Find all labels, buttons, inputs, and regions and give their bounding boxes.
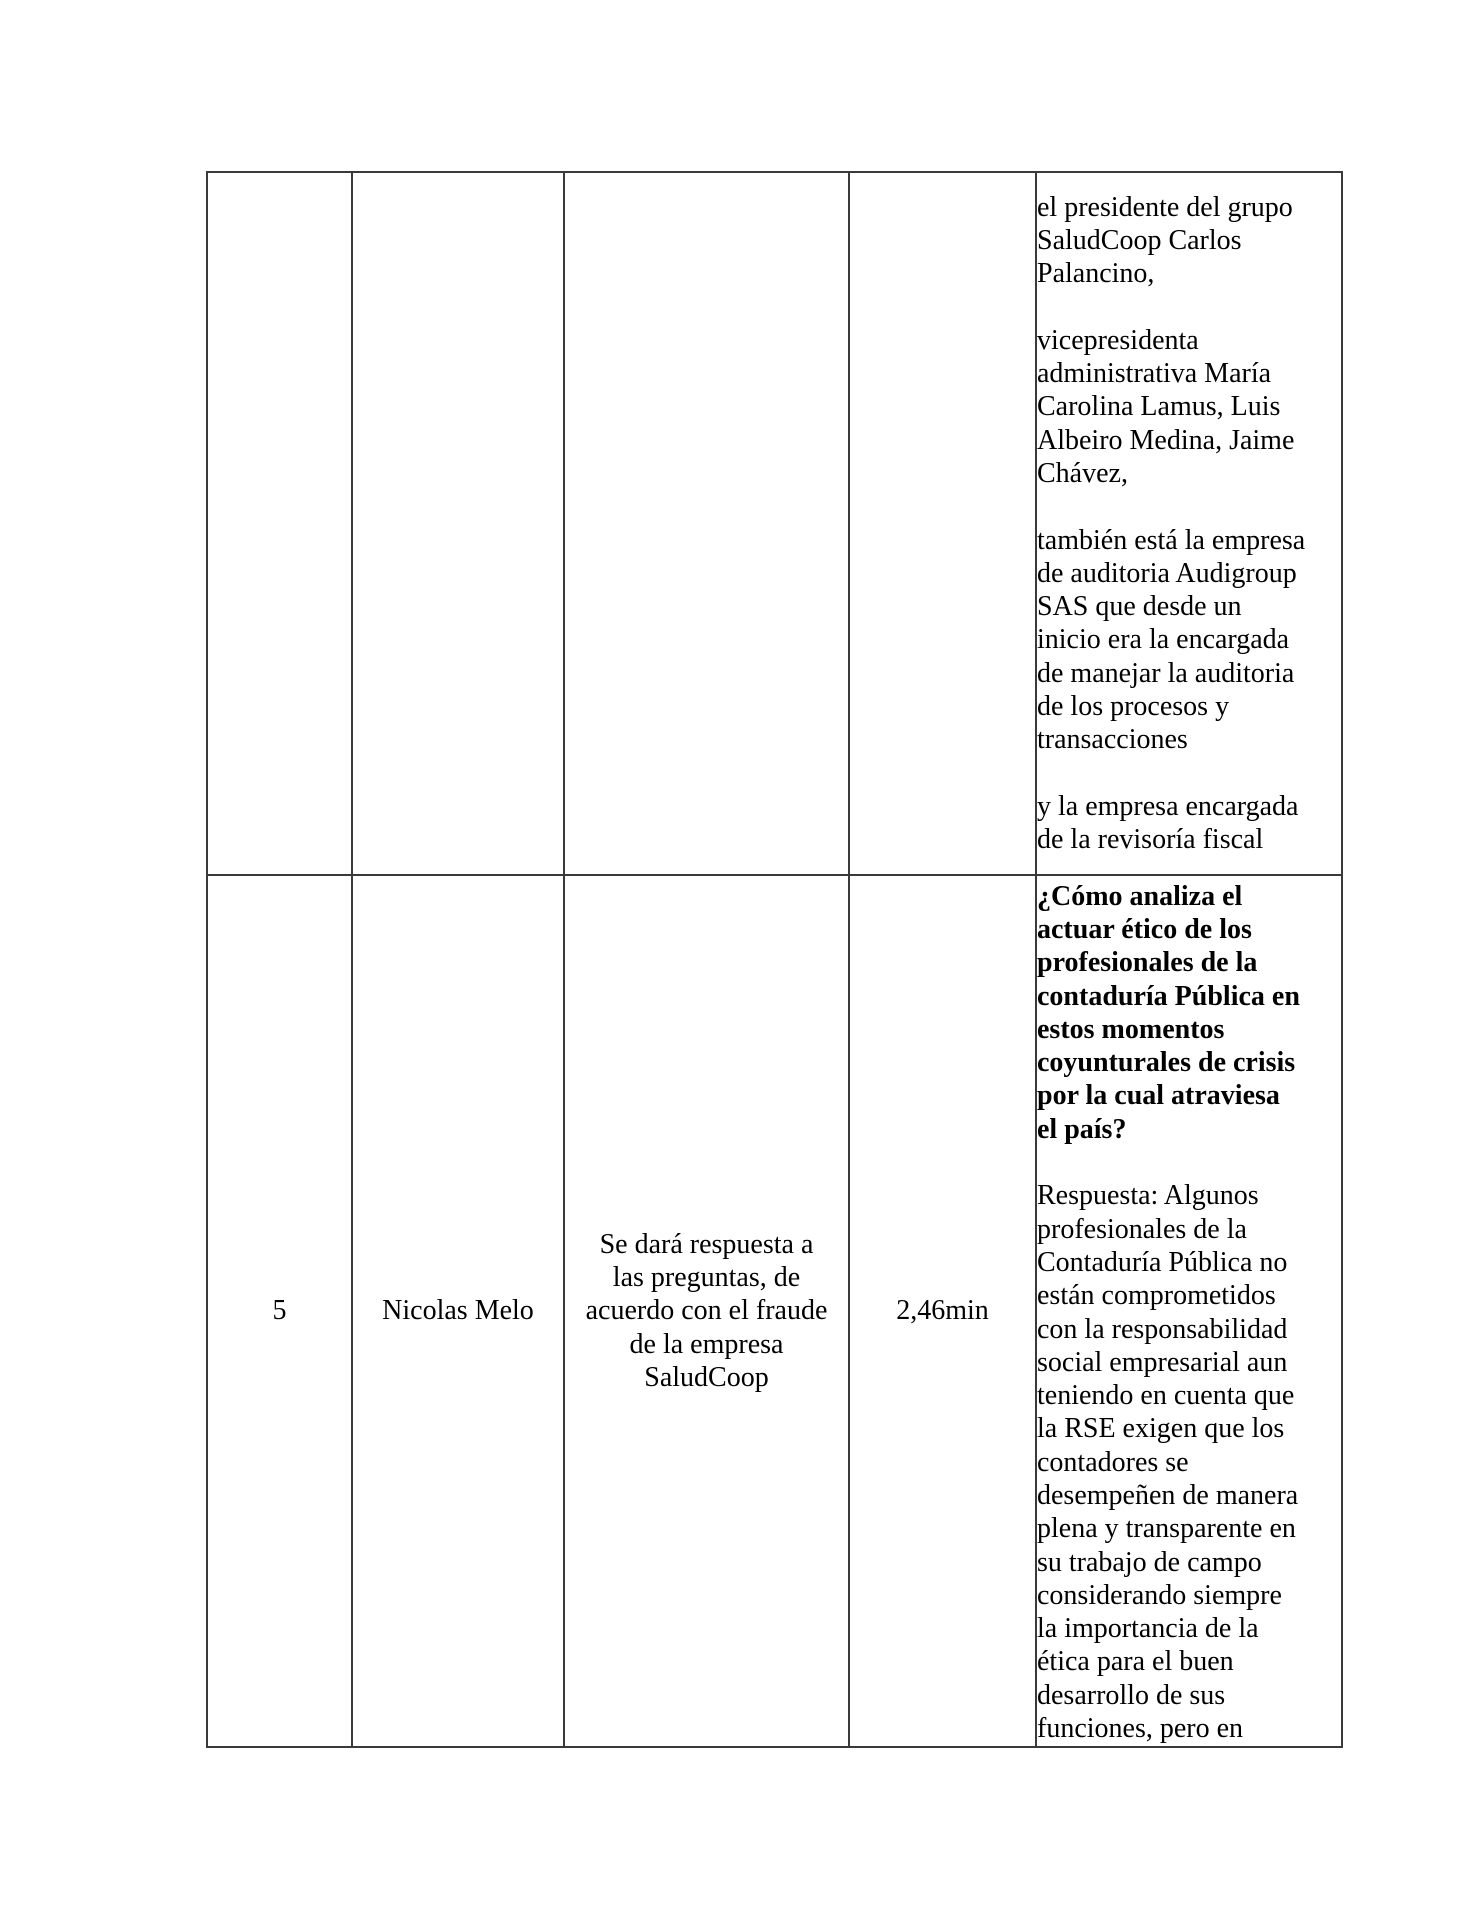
paragraph-line: de manejar la auditoria — [1037, 657, 1295, 689]
paragraph-spacer — [1037, 290, 1341, 323]
duration-cell — [849, 172, 1036, 875]
paragraph-line: teniendo en cuenta que — [1037, 1380, 1295, 1412]
description-line: SaludCoop — [644, 1361, 769, 1393]
paragraph-line: inicio era la encargada — [1037, 624, 1290, 656]
paragraph-line: Carolina Lamus, Luis — [1037, 391, 1281, 423]
description-line: acuerdo con el fraude — [585, 1295, 828, 1327]
paragraph-line: de los procesos y — [1037, 690, 1230, 722]
duration-cell: 2,46min — [849, 875, 1036, 1747]
paragraph-line: y la empresa encargada — [1037, 790, 1299, 822]
paragraph-line: Chávez, — [1037, 457, 1128, 489]
content-cell — [1036, 172, 1342, 875]
content-text — [1037, 191, 1341, 857]
paragraph-line: funciones, pero en — [1037, 1713, 1244, 1745]
paragraph-line: vicepresidenta — [1037, 324, 1199, 356]
paragraph-line: SaludCoop Carlos — [1037, 224, 1242, 256]
paragraph-line: social empresarial aun — [1037, 1346, 1288, 1378]
interview-table — [206, 171, 1343, 1748]
content-cell — [1036, 875, 1342, 1747]
paragraph-line: están comprometidos — [1037, 1280, 1276, 1312]
question-line: actuar ético de los — [1037, 913, 1252, 945]
description-cell — [564, 172, 849, 875]
question-line: contaduría Pública en — [1037, 980, 1300, 1012]
paragraph-line: Respuesta: Algunos — [1037, 1180, 1259, 1212]
paragraph-spacer — [1037, 1146, 1341, 1179]
paragraph-line: también está la empresa — [1037, 524, 1306, 556]
paragraph-line: plena y transparente en — [1037, 1513, 1296, 1545]
table-row — [207, 875, 1342, 1747]
paragraph-line: ética para el buen — [1037, 1646, 1234, 1678]
name-cell — [352, 172, 564, 875]
description-text — [565, 1228, 848, 1394]
paragraph-line: SAS que desde un — [1037, 591, 1242, 623]
question-line: profesionales de la — [1037, 947, 1258, 979]
paragraph-line: Albeiro Medina, Jaime — [1037, 424, 1295, 456]
question-line: estos momentos — [1037, 1013, 1225, 1045]
paragraph-line: desarrollo de sus — [1037, 1679, 1226, 1711]
description-line: las preguntas, de — [612, 1262, 801, 1294]
question-line: coyunturales de crisis — [1037, 1047, 1296, 1079]
table-row — [207, 172, 1342, 875]
paragraph-line: desempeñen de manera — [1037, 1479, 1299, 1511]
paragraph-line: Palancino, — [1037, 258, 1155, 290]
paragraph-line: con la responsabilidad — [1037, 1313, 1288, 1345]
number-cell — [207, 172, 352, 875]
paragraph-line: la importancia de la — [1037, 1613, 1259, 1645]
question-line: por la cual atraviesa — [1037, 1080, 1280, 1112]
paragraph-line: el presidente del grupo — [1037, 191, 1293, 223]
paragraph-line: transacciones — [1037, 724, 1188, 756]
number-cell: 5 — [207, 875, 352, 1747]
paragraph-line: de auditoria Audigroup — [1037, 557, 1297, 589]
paragraph-line: profesionales de la — [1037, 1213, 1247, 1245]
description-line: de la empresa — [629, 1328, 784, 1360]
paragraph-line: Contaduría Pública no — [1037, 1246, 1288, 1278]
paragraph-line: su trabajo de campo — [1037, 1546, 1262, 1578]
paragraph-line: contadores se — [1037, 1446, 1189, 1478]
content-text — [1037, 880, 1341, 1746]
question-line: ¿Cómo analiza el — [1037, 880, 1243, 912]
paragraph-line: considerando siempre — [1037, 1579, 1282, 1611]
paragraph-line: de la revisoría fiscal — [1037, 824, 1264, 856]
paragraph-line: administrativa María — [1037, 358, 1272, 390]
name-cell: Nicolas Melo — [352, 875, 564, 1747]
description-cell — [564, 875, 849, 1747]
paragraph-spacer — [1037, 490, 1341, 523]
question-line: el país? — [1037, 1113, 1127, 1145]
description-line: Se dará respuesta a — [599, 1228, 814, 1260]
paragraph-spacer — [1037, 757, 1341, 790]
paragraph-line: la RSE exigen que los — [1037, 1413, 1285, 1445]
